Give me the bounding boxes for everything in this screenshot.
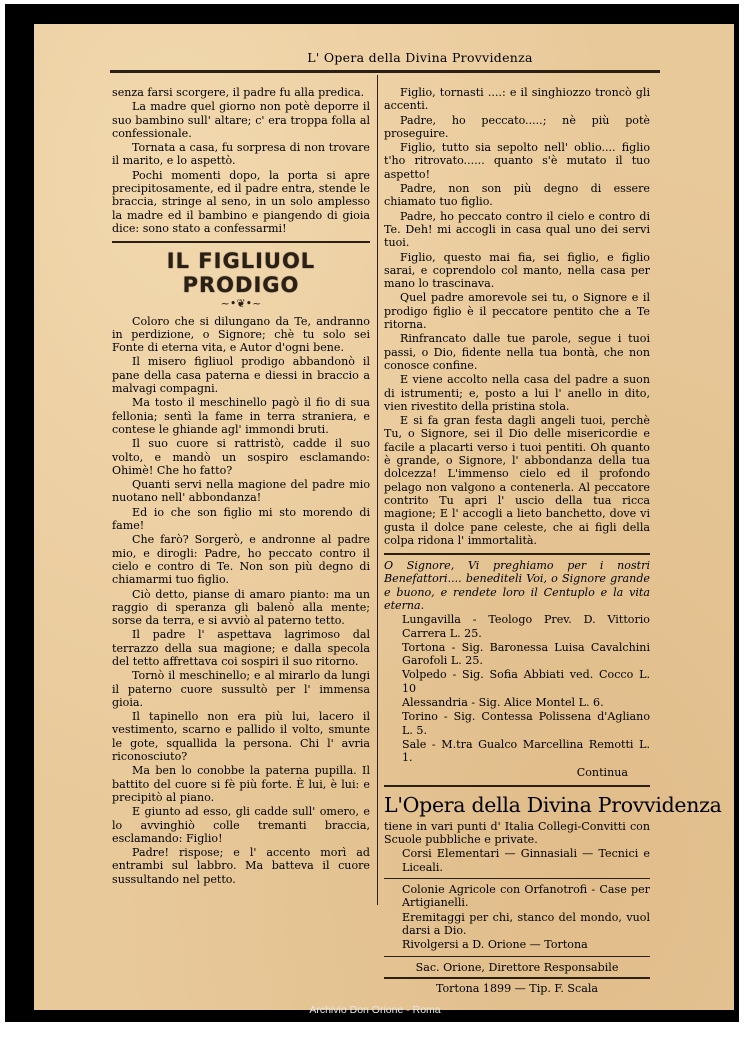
story-paragraph: Figlio, questo mai fia, sei figlio, e figlio sarai, e coprendolo col manto, nella casa per mano lo trascinava. [384, 250, 650, 291]
column-divider [377, 75, 378, 905]
story-paragraph: Ed io che son figlio mi sto morendo di fame! [112, 505, 370, 533]
story-paragraph: Padre, ho peccato.....; nè più potè proseguire. [384, 113, 650, 140]
section-rule [384, 553, 650, 555]
section-rule [384, 785, 650, 787]
opera-paragraph: tiene in vari punti d' Italia Collegi-Convitti con Scuole pubbliche e private. [384, 819, 650, 847]
story-paragraph: Quanti servi nella magione del padre mio nuotano nell' abbondanza! [112, 478, 370, 505]
story-paragraph: Ma ben lo conobbe la paterna pupilla. Il battito del cuore si fè più forte. È lui, è lui: e precipitò al piano. [112, 764, 370, 804]
archive-caption: Archivio Don Orione - Roma [309, 1004, 441, 1016]
donor-entry: Sale - M.tra Gualco Marcellina Remotti L. 1. [402, 737, 650, 765]
story-paragraph: Ma tosto il meschinello pagò il fio di sua fellonia; sentì la fame in terra straniera, e contese le ghiande agl' immondi bruti. [112, 396, 370, 436]
section-rule [384, 977, 650, 979]
benefactors-appeal [384, 559, 650, 612]
story-paragraph: Figlio, tornasti ....: e il singhiozzo troncò gli accenti. [384, 86, 650, 113]
story-paragraph: Figlio, tutto sia sepolto nell' oblio.... figlio t'ho ritrovato...... quanto s'è mutato il tuo aspetto! [384, 141, 650, 181]
left-column [112, 86, 370, 887]
notice-rule [384, 956, 650, 957]
story-paragraph: Ciò detto, pianse di amaro pianto: ma un raggio di speranza gli balenò alla mente; sorse da terra, e si avviò al paterno tetto. [112, 587, 370, 628]
story-paragraph: Il tapinello non era più lui, lacero il vestimento, scarno e pallido il volto, smunte le gote, squallida la persona. Chi l' avria riconosciuto? [112, 710, 370, 764]
opera-paragraph: Eremitaggi per chi, stanco del mondo, vuol darsi a Dio. [402, 910, 650, 937]
story-paragraph: Quel padre amorevole sei tu, o Signore e il prodigo figlio è il peccatore pentito che a Te ritorna. [384, 291, 650, 332]
story-paragraph: Il padre l' aspettava lagrimoso dal terrazzo della sua magione; e dalla specola del tetto affrettava coi sospiri il suo ritorno. [112, 628, 370, 668]
opera-title: L'Opera della Divina Provvidenza [384, 792, 722, 817]
opera-paragraph: Colonie Agricole con Orfanotrofi - Case per Artigianelli. [402, 883, 650, 910]
story-paragraph: Padre! rispose; e l' accento morì ad entrambi sul labbro. Ma batteva il cuore sussultando nel petto. [112, 846, 370, 886]
story-paragraph: E giunto ad esso, gli cadde sull' omero, e lo avvinghiò colle tremanti braccia, esclamando: Figlio! [112, 805, 370, 845]
donor-entry: Alessandria - Sig. Alice Montel L. 6. [402, 696, 604, 710]
title-ornament: ~•❦•~ [220, 297, 262, 311]
donor-entry: Volpedo - Sig. Sofia Abbiati ved. Cocco L. 10 [402, 668, 650, 695]
continua-label: Continua [576, 765, 628, 779]
story-paragraph: Rinfrancato dalle tue parole, segue i tuoi passi, o Dio, fidente nella tua bontà, che non conosce confine. [384, 332, 650, 372]
story-paragraph: Padre, ho peccato contro il cielo e contro di Te. Deh! mi accogli in casa qual uno dei servi tuoi. [384, 209, 650, 250]
story-paragraph: Padre, non son più degno di essere chiamato tuo figlio. [384, 182, 650, 209]
intro-paragraph: Pochi momenti dopo, la porta si apre precipitosamente, ed il padre entra, stende le braccia, stringe al seno, in un solo amplesso la madre ed il bambino e piangendo di gioia dice: sono stato a confessarmi! [112, 168, 370, 235]
story-paragraph: Che farò? Sorgerò, e andronne al padre mio, e dirogli: Padre, ho peccato contro il cielo e contro di Te. Non son più degno di chiamarmi tuo figlio. [112, 533, 370, 587]
section-rule [112, 241, 370, 243]
running-title: L' Opera della Divina Provvidenza [307, 50, 533, 65]
story-paragraph: E si fa gran festa dagli angeli tuoi, perchè Tu, o Signore, sei il Dio delle misericordie e facile a placarti verso i tuoi pentiti. Oh quanto è grande, o Signore, l' abbondanza della tua dolcezza! L'immenso cielo ed il profondo pelago non valgono a contenerla. Al peccatore contrito Tu apri l' uscio della tua ricca magione; E l' accogli a lieto banchetto, dove vi gusta il dolce pane celeste, che ai figli della colpa ridona l' immortalità. [384, 414, 650, 547]
appeal-text: O Signore, Vi preghiamo per i nostri Benefattori.... benediteli Voi, o Signore grande e buono, e rendete loro il Centuplo e la vita eterna. [384, 559, 650, 612]
donor-entry: Tortona - Sig. Baronessa Luisa Cavalchini Garofoli L. 25. [402, 640, 650, 668]
story-paragraph: E viene accolto nella casa del padre a suon di istrumenti; e, posto a lui l' anello in dito, vien rivestito della pristina stola. [384, 373, 650, 413]
notice-rule [384, 878, 650, 879]
story-paragraph: Coloro che si dilungano da Te, andranno in perdizione, o Signore; chè tu solo sei Fonte di eterna vita, e Autor d'ogni bene. [112, 314, 370, 355]
story-paragraph: Il misero figliuol prodigo abbandonò il pane della casa paterna e diessi in braccio a malvagi compagni. [112, 355, 370, 396]
printer-line: Tortona 1899 — Tip. F. Scala [435, 981, 599, 995]
header-rule [110, 70, 660, 73]
donor-entry: Lungavilla - Teologo Prev. D. Vittorio Carrera L. 25. [402, 613, 650, 640]
intro-paragraph: Tornata a casa, fu sorpresa di non trovare il marito, e lo aspettò. [112, 141, 370, 168]
story-paragraph: Il suo cuore si rattristò, cadde il suo volto, e mandò un sospiro esclamando: Ohimè! Che ho fatto? [112, 437, 370, 477]
story-paragraph: Tornò il meschinello; e al mirarlo da lungi il paterno cuore sussultò per l' immensa gioia. [112, 669, 370, 709]
opera-paragraph: Rivolgersi a D. Orione — Tortona [402, 938, 588, 952]
right-column [384, 86, 722, 996]
intro-paragraph: senza farsi scorgere, il padre fu alla predica. [112, 86, 365, 99]
story-title: IL FIGLIUOL PRODIGO [166, 249, 316, 298]
intro-paragraph: La madre quel giorno non potè deporre il suo bambino sull' altare; c' era troppa folla al confessionale. [112, 100, 370, 140]
director-line: Sac. Orione, Direttore Responsabile [415, 960, 619, 974]
donor-entry: Torino - Sig. Contessa Polissena d'Agliano L. 5. [402, 710, 650, 737]
opera-notice [384, 792, 722, 952]
opera-paragraph: Corsi Elementari — Ginnasiali — Tecnici e Liceali. [402, 847, 650, 874]
